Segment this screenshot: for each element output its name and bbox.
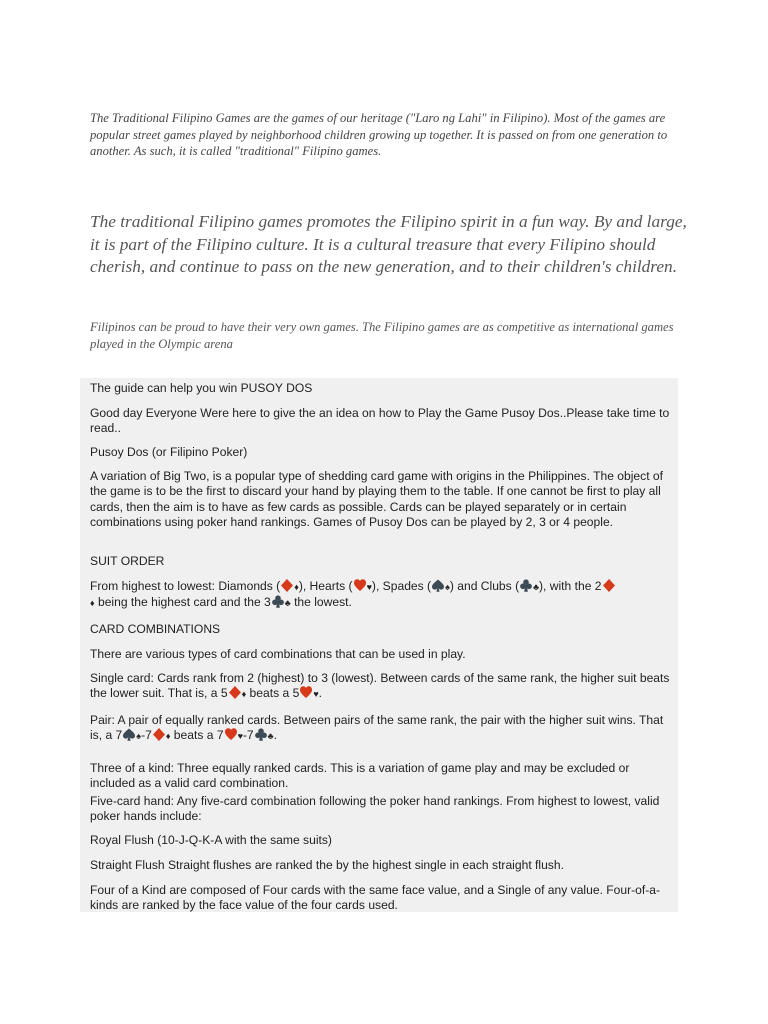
- quote-paragraph: The traditional Filipino games promotes the Filipino spirit in a fun way. By and large, it is part of the Filipino culture. It is a cultural treasure that every Filipino should cherish, and continue to pass on the new generation, and to their children's children.: [90, 212, 687, 277]
- diamond-icon: [229, 686, 241, 699]
- four-kind-text: Four of a Kind are composed of Four cards with the same face value, and a Single of any value. Four-of-a-kinds are ranked by the face value of the four cards used.: [90, 883, 661, 913]
- diamond-icon: [153, 728, 165, 741]
- royal-flush-text: Royal Flush (10-J-Q-K-A with the same suits): [90, 833, 332, 847]
- diamond-glyph: ♦: [165, 731, 171, 742]
- guide-subtitle: Pusoy Dos (or Filipino Poker): [90, 445, 248, 459]
- heart-icon: [300, 686, 312, 699]
- five-card-text: Five-card hand: Any five-card combination following the poker hand rankings. From highest to lowest, valid poker hands include:: [90, 794, 660, 824]
- guide-description: A variation of Big Two, is a popular type of shedding card game with origins in the Philippines. The object of the game is to be the first to discard your hand by playing them to the table. If one cannot be first to play all cards, then the aim is to have as few cards as possible. Cards can be played separately or in certain combinations using poker hand rankings. Games of Pusoy Dos can be played by 2, 3 or 4 people.: [90, 469, 663, 529]
- intro-paragraph: The Traditional Filipino Games are the games of our heritage ("Laro ng Lahi" in Filipino). Most of the games are popular street games played by neighborhood children growing up together. It is passed on from one generation to another. As such, it is called "traditional" Filipino games.: [90, 111, 668, 158]
- proud-paragraph: Filipinos can be proud to have their very own games. The Filipino games are as competitive as international games played in the Olympic arena: [90, 320, 674, 351]
- pusoy-dos-guide: [80, 378, 678, 912]
- combos-heading: CARD COMBINATIONS: [90, 622, 221, 636]
- heart-glyph: ♥: [237, 731, 243, 742]
- pair-text: Pair: A pair of equally ranked cards. Between pairs of the same rank, the pair with the higher suit wins. That is, a 7 ♠-7 ♦ beats a 7 ♥-7 ♣.: [90, 713, 664, 743]
- guide-greeting: Good day Everyone Were here to give the an idea on how to Play the Game Pusoy Dos..Please take time to read..: [90, 406, 670, 436]
- club-icon: [272, 595, 284, 608]
- diamond-icon: [281, 579, 293, 592]
- diamond-glyph: ♦: [90, 598, 95, 609]
- club-icon: [255, 728, 267, 741]
- three-kind-text: Three of a kind: Three equally ranked cards. This is a variation of game play and may be excluded or included as a valid card combination.: [90, 761, 630, 791]
- club-glyph: ♣: [284, 598, 291, 609]
- club-icon: [520, 579, 532, 592]
- diamond-glyph: ♦: [294, 582, 299, 592]
- guide-title: The guide can help you win PUSOY DOS: [90, 381, 313, 395]
- single-card-text: Single card: Cards rank from 2 (highest) to 3 (lowest). Between cards of the same rank, the higher suit beats the lower suit. That is, a 5 ♦ beats a 5 ♥.: [90, 671, 670, 701]
- heart-icon: [225, 728, 237, 741]
- heart-glyph: ♥: [366, 582, 372, 592]
- combos-intro: There are various types of card combinations that can be used in play.: [90, 647, 466, 661]
- spade-icon: [432, 579, 444, 592]
- suit-order-text: From highest to lowest: Diamonds ( ♦), Hearts ( ♥), Spades ( ♠) and Clubs ( ♣), with the 2 ♦ being the highest card and the 3 ♣ the lowest.: [90, 579, 670, 612]
- straight-flush-text: Straight Flush Straight flushes are ranked the by the highest single in each straight flush.: [90, 858, 564, 872]
- heart-icon: [354, 579, 366, 592]
- diamond-glyph: ♦: [241, 689, 247, 700]
- spade-icon: [123, 728, 135, 741]
- suit-order-heading: SUIT ORDER: [90, 554, 165, 568]
- diamond-icon: [603, 579, 615, 592]
- club-glyph: ♣: [267, 731, 274, 742]
- heart-glyph: ♥: [313, 689, 319, 700]
- spade-glyph: ♠: [136, 731, 142, 742]
- club-glyph: ♣: [533, 582, 539, 592]
- spade-glyph: ♠: [445, 582, 450, 592]
